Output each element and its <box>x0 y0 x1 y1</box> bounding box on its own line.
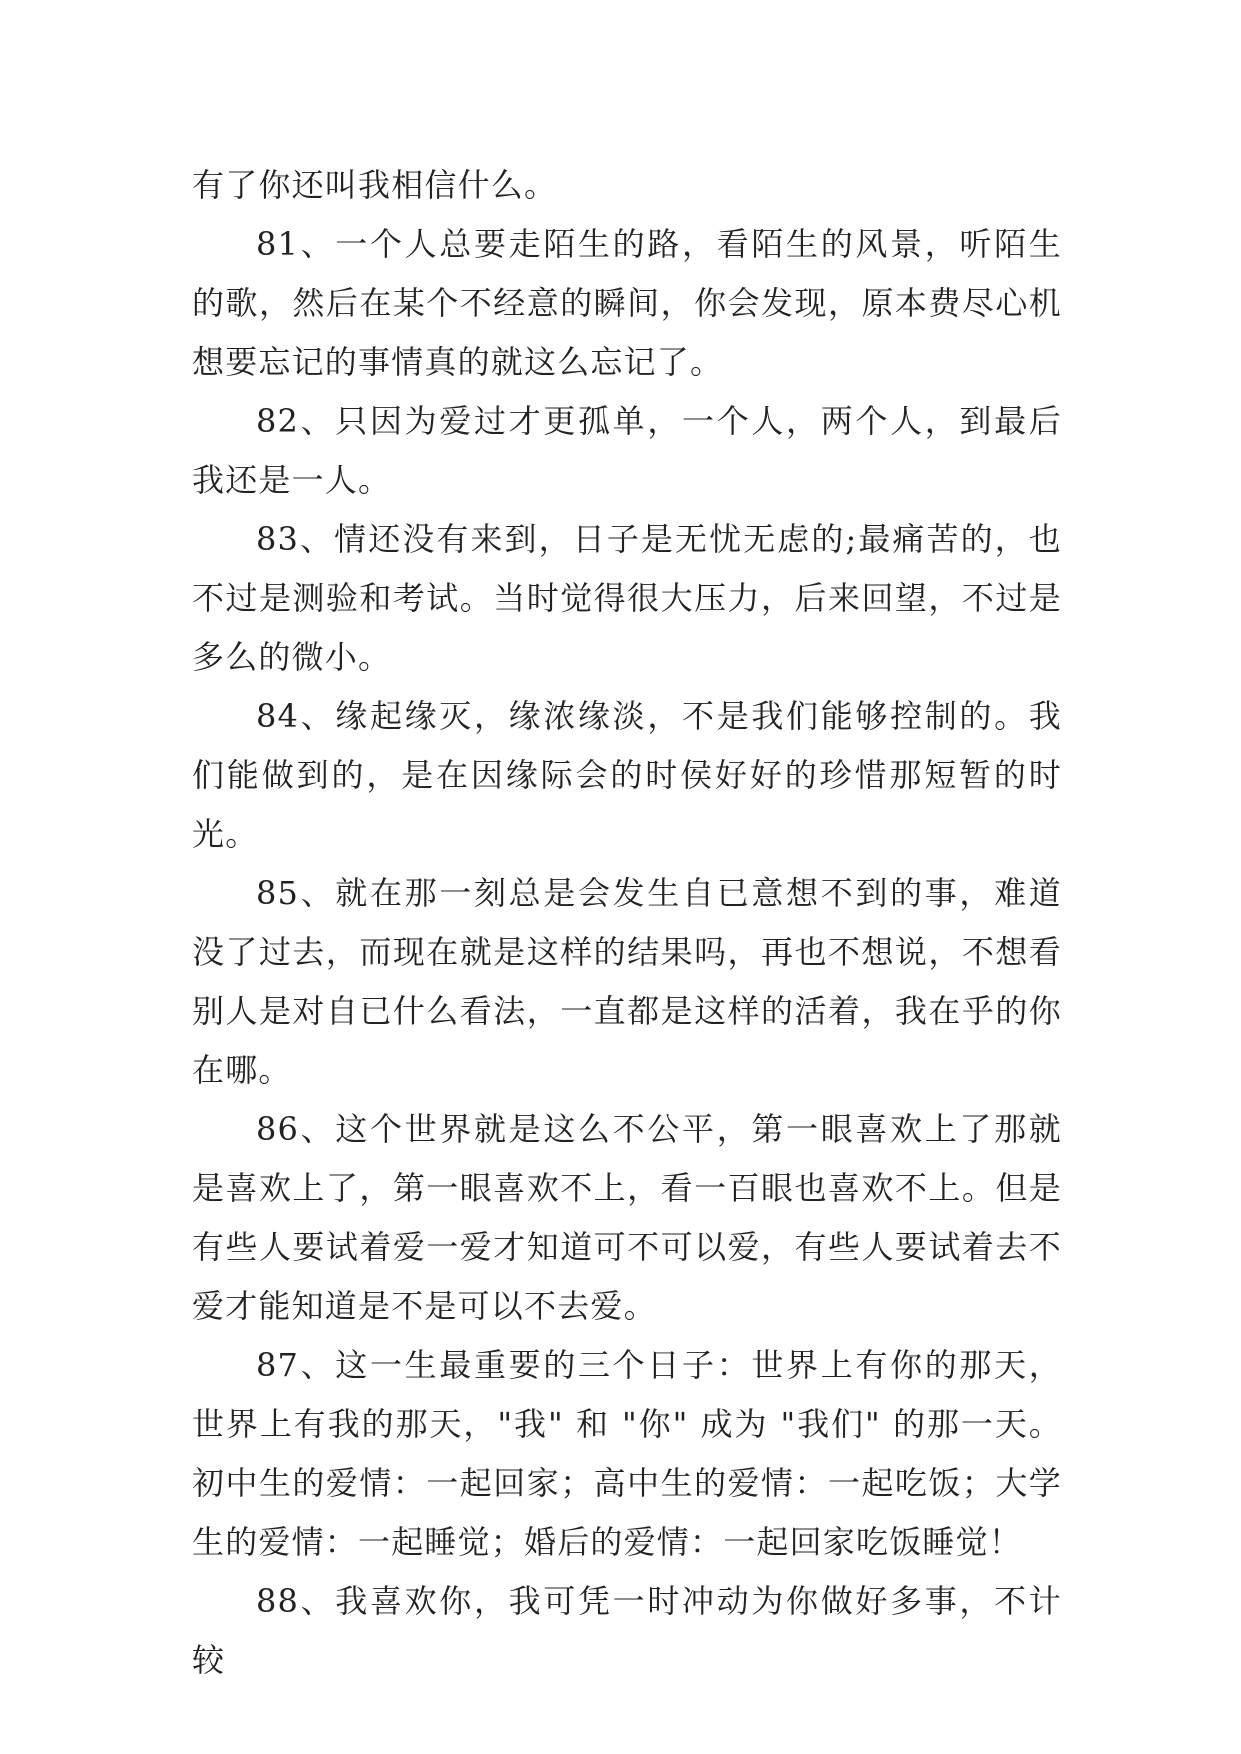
document-body <box>192 156 1062 1690</box>
paragraph-84: 84、缘起缘灭，缘浓缘淡，不是我们能够控制的。我们能做到的，是在因缘际会的时侯好好的珍惜那短暂的时光。 <box>192 697 1062 853</box>
paragraph-86: 86、这个世界就是这么不公平，第一眼喜欢上了那就是喜欢上了，第一眼喜欢不上，看一百眼也喜欢不上。但是有些人要试着爱一爱才知道可不可以爱，有些人要试着去不爱才能知道是不是可以不去爱。 <box>192 1110 1062 1325</box>
paragraph-88: 88、我喜欢你，我可凭一时冲动为你做好多事，不计较 <box>192 1582 1062 1679</box>
paragraph-81: 81、一个人总要走陌生的路，看陌生的风景，听陌生的歌，然后在某个不经意的瞬间，你会发现，原本费尽心机想要忘记的事情真的就这么忘记了。 <box>192 225 1062 381</box>
paragraph-83: 83、情还没有来到，日子是无忧无虑的;最痛苦的，也不过是测验和考试。当时觉得很大压力，后来回望，不过是多么的微小。 <box>192 520 1062 676</box>
paragraph-82: 82、只因为爱过才更孤单，一个人，两个人，到最后我还是一人。 <box>192 402 1062 499</box>
paragraph-continuation: 有了你还叫我相信什么。 <box>192 166 558 204</box>
paragraph-85: 85、就在那一刻总是会发生自已意想不到的事，难道没了过去，而现在就是这样的结果吗，再也不想说，不想看别人是对自已什么看法，一直都是这样的活着，我在乎的你在哪。 <box>192 874 1062 1089</box>
paragraph-87: 87、这一生最重要的三个日子：世界上有你的那天，世界上有我的那天，"我" 和 "你" 成为 "我们" 的那一天。初中生的爱情：一起回家；高中生的爱情：一起吃饭；大学生的爱情：一起睡觉；婚后的爱情：一起回家吃饭睡觉！ <box>192 1346 1062 1561</box>
